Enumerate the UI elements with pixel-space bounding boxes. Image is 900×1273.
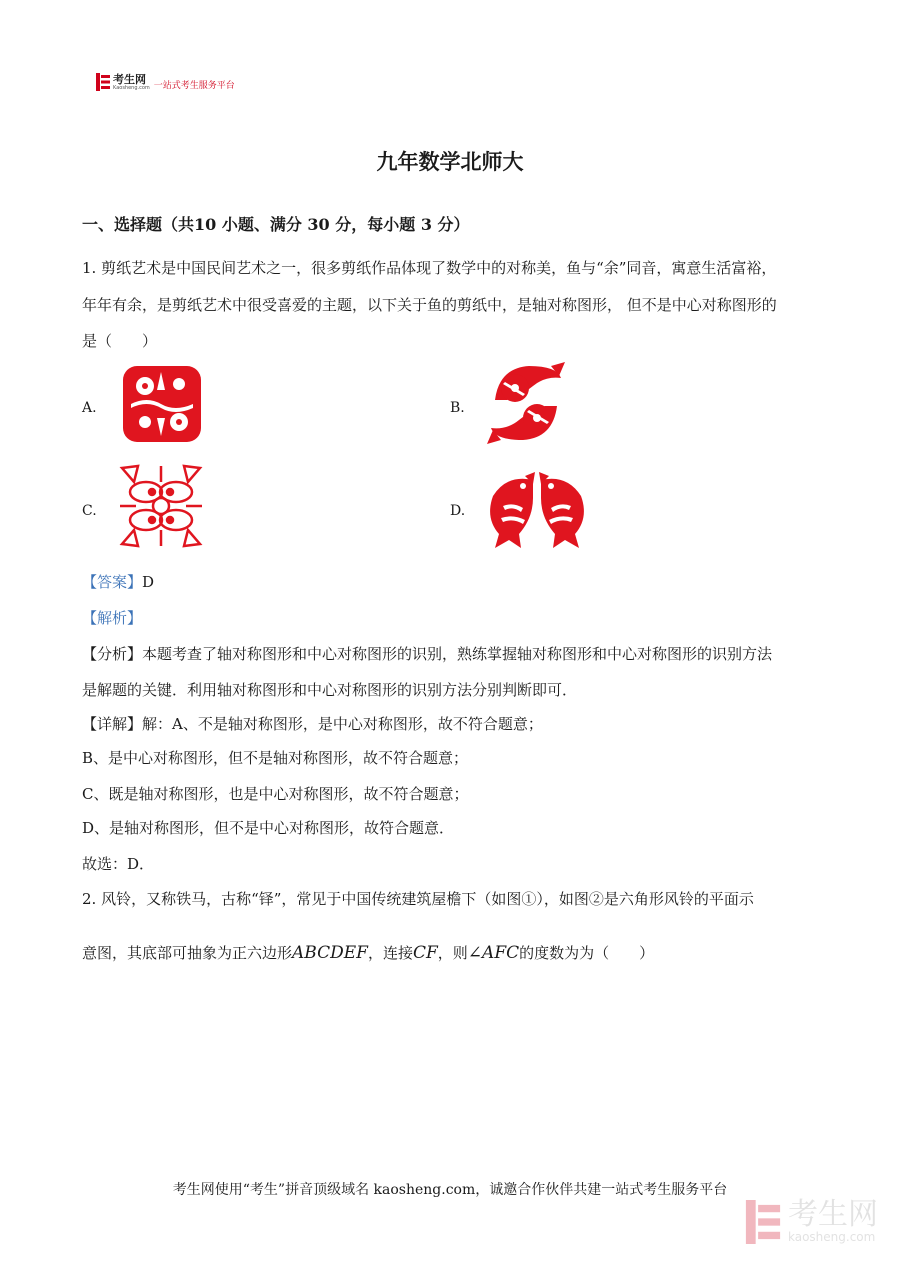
xiangjie-tag: 【详解】 — [82, 715, 143, 733]
q2-line-2 — [82, 942, 654, 963]
fenxi-line-2: 是解题的关键．利用轴对称图形和中心对称图形的识别方法分别判断即可． — [82, 681, 578, 699]
option-c-label: C. — [82, 503, 97, 519]
page-footer: 考生网使用“考生”拼音顶级域名 kaosheng.com，诚邀合作伙伴共建一站式考生服务平台 — [172, 1182, 728, 1198]
conclusion-line: 故选：D． — [82, 855, 155, 873]
option-b-label: B. — [450, 400, 465, 416]
xiangjie-line-b: B、是中心对称图形，但不是轴对称图形，故不符合题意； — [82, 749, 469, 767]
xiangjie-line-d: D、是轴对称图形，但不是中心对称图形，故符合题意． — [82, 819, 455, 837]
fenxi-text-1: 本题考查了轴对称图形和中心对称图形的识别，熟练掌握轴对称图形和中心对称图形的识别方法 — [142, 645, 773, 663]
q2-text-d: 的度数为为（ ） — [519, 944, 655, 962]
watermark-domain: kaosheng.com — [788, 1230, 876, 1244]
xiangjie-text-a: 解：A、不是轴对称图形，是中心对称图形，故不符合题意； — [142, 715, 543, 733]
logo-domain: Kaosheng.com — [113, 84, 150, 91]
fenxi-tag: 【分析】 — [82, 645, 143, 663]
logo-tagline: 一站式考生服务平台 — [153, 80, 235, 91]
answer-tag: 【答案】 — [82, 573, 143, 591]
page-title: 九年数学北师大 — [376, 149, 524, 174]
answer-value: D — [142, 573, 155, 591]
option-c-papercut-icon — [116, 462, 206, 554]
q2-math-hexagon: ABCDEF — [292, 943, 368, 963]
fenxi-line-1 — [82, 643, 772, 664]
xiangjie-line-a — [82, 713, 543, 734]
option-d-label: D. — [450, 503, 466, 519]
option-b-papercut-icon — [485, 360, 567, 450]
logo-name: 考生网 — [113, 72, 146, 86]
watermark-name: 考生网 — [788, 1197, 878, 1232]
xiangjie-line-c: C、既是轴对称图形，也是中心对称图形，故不符合题意； — [82, 785, 469, 803]
option-a-papercut-icon — [117, 360, 207, 452]
q1-line-3: 是（ ） — [82, 332, 158, 350]
header-logo — [96, 72, 235, 92]
kaosheng-logo-icon — [96, 73, 110, 91]
q1-line-1: 1. 剪纸艺术是中国民间艺术之一，很多剪纸作品体现了数学中的对称美，鱼与“余”同音，寓意生活富裕， — [82, 259, 777, 277]
analysis-tag: 【解析】 — [82, 609, 143, 627]
q2-text-a: 意图，其底部可抽象为正六边形 — [82, 944, 293, 962]
option-a-label: A. — [82, 400, 97, 416]
section-heading: 一、选择题（共10 小题、满分 30 分，每小题 3 分） — [82, 215, 470, 234]
q2-text-b: ，连接 — [367, 944, 413, 962]
q2-math-angle: ∠AFC — [467, 943, 520, 963]
watermark — [744, 1197, 878, 1244]
option-d-papercut-icon — [485, 472, 589, 554]
q2-line-1: 2. 风铃，又称铁马，古称“铎”，常见于中国传统建筑屋檐下（如图①），如图②是六角形风铃的平面示 — [82, 890, 754, 908]
q2-text-c: ，则 — [437, 944, 468, 962]
answer-line — [82, 571, 154, 592]
watermark-logo-icon — [744, 1200, 782, 1244]
q1-line-2: 年年有余，是剪纸艺术中很受喜爱的主题，以下关于鱼的剪纸中，是轴对称图形， 但不是中心对称图形的 — [82, 296, 777, 314]
q2-math-cf: CF — [412, 943, 438, 963]
